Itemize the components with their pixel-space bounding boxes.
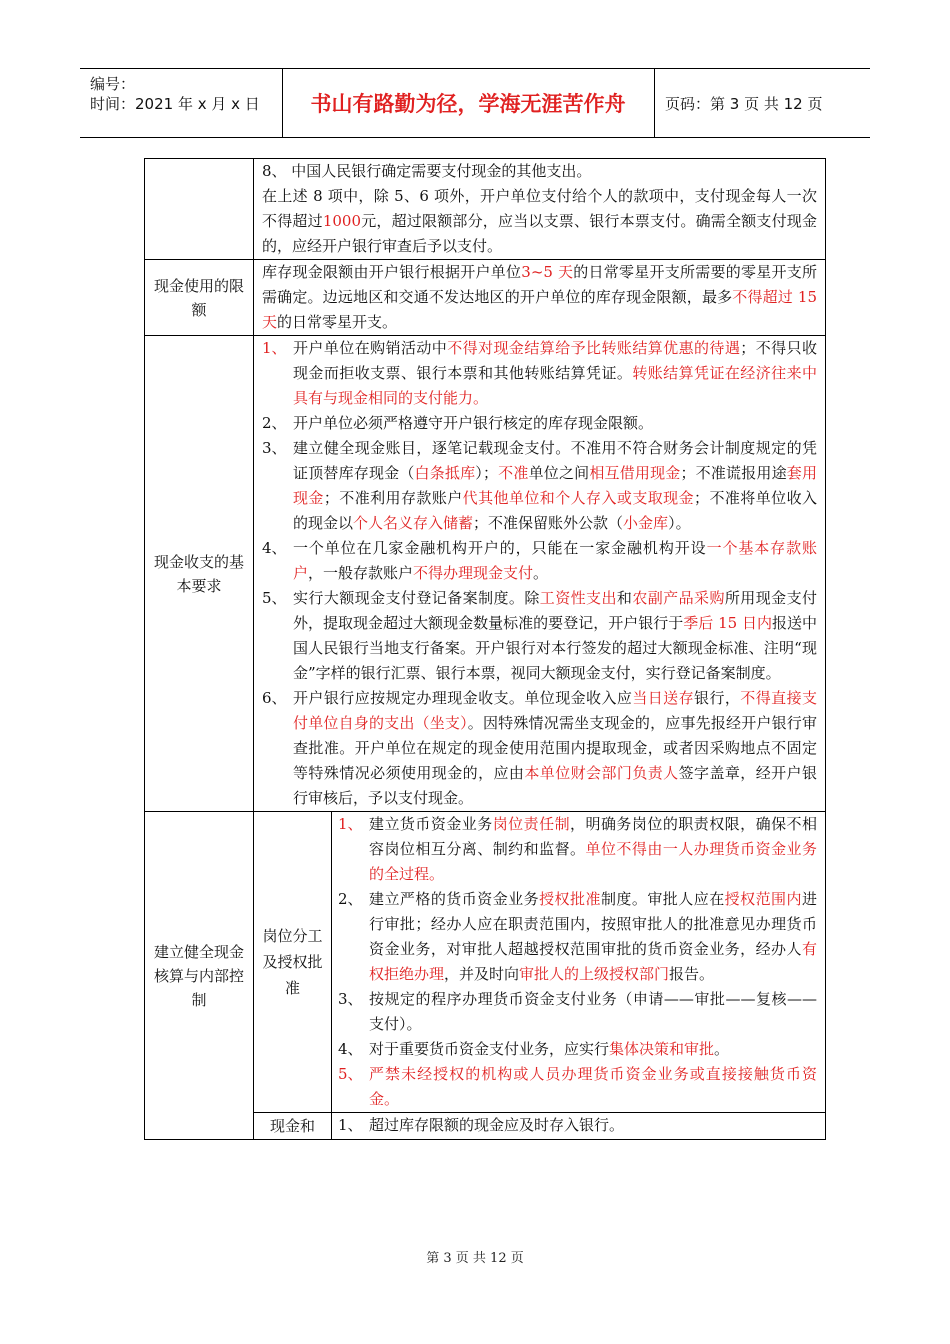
- row-label-basic: 现金收支的基本要求: [145, 336, 254, 812]
- number-label: 编号：: [90, 75, 136, 93]
- header-motto: 书山有路勤为径，学海无涯苦作舟: [282, 69, 655, 137]
- page-header: [80, 68, 870, 138]
- sub-label-authorization: 岗位分工及授权批准: [254, 812, 332, 1113]
- time-label: 时间：2021 年 x 月 x 日: [90, 95, 260, 113]
- basic-requirements: [254, 336, 826, 812]
- item-8: 8、 中国人民银行确定需要支付现金的其他支出。: [262, 162, 592, 180]
- empty-label-cell: [145, 159, 254, 260]
- authorization-items: [332, 812, 826, 1113]
- table-row-limit: [145, 260, 826, 336]
- header-meta: [80, 69, 283, 137]
- table-row-continuation: [145, 159, 826, 260]
- row-label-limit: 现金使用的限额: [145, 260, 254, 336]
- list-item: 6、 开户银行应按规定办理现金收支。单位现金收入应当日送存银行，不得直接支付单位自身的支出（坐支）。因特殊情况需坐支现金的，应事先报经开户银行审查批准。开户单位在规定的现金使用范围内提取现金，或者因采购地点不固定等特殊情况必须使用现金的，应由本单位财会部门负责人签字盖章，经开户银行审核后，予以支付现金。: [262, 689, 818, 807]
- list-item: 4、 对于重要货币资金支付业务，应实行集体决策和审批。: [338, 1040, 730, 1058]
- list-item: 1、 超过库存限额的现金应及时存入银行。: [338, 1116, 625, 1134]
- table-row-control: [145, 812, 826, 1113]
- list-item: 5、 实行大额现金支付登记备案制度。除工资性支出和农副产品采购所用现金支付外，提取现金超过大额现金数量标准的要登记，开户银行于季后 15 日内报送中国人民银行当地支行备案。开户银行对本行签发的超过大额现金标准、注明“现金”字样的银行汇票、银行本票，视同大额现金支付，实行登记备案制度。: [262, 589, 818, 682]
- limit-text: 库存现金限额由开户银行根据开户单位3~5 天的日常零星开支所需要的零星开支所需确定。边远地区和交通不发达地区的开户单位的库存现金限额，最多不得超过 15 天的日常零星开支。: [254, 260, 826, 336]
- cash-cap-paragraph: 在上述 8 项中，除 5、6 项外，开户单位支付给个人的款项中，支付现金每人一次不得超过1000元，超过限额部分，应当以支票、银行本票支付。确需全额支付现金的，应经开户银行审查后予以支付。: [262, 187, 818, 255]
- row-label-control: 建立健全现金核算与内部控制: [145, 812, 254, 1140]
- content-table: [144, 158, 826, 1140]
- page-footer: 第 3 页 共 12 页: [426, 1251, 524, 1266]
- list-item: 1、 建立货币资金业务岗位责任制，明确务岗位的职责权限，确保不相容岗位相互分离、制约和监督。单位不得由一人办理货币资金业务的全过程。: [338, 815, 817, 883]
- list-item: 2、 开户单位必须严格遵守开户银行核定的库存现金限额。: [262, 414, 654, 432]
- table-row-basic: [145, 336, 826, 812]
- list-item: 3、 按规定的程序办理货币资金支付业务（申请——审批——复核——支付）。: [338, 990, 818, 1033]
- list-item: 3、 建立健全现金账目，逐笔记载现金支付。不准用不符合财务会计制度规定的凭证顶替库存现金（白条抵库）；不准单位之间相互借用现金；不准谎报用途套用现金；不准利用存款账户代其他单位和个人存入或支取现金；不准将单位收入的现金以个人名义存入储蓄；不准保留账外公款（小金库）。: [262, 439, 818, 532]
- continuation-text: [254, 159, 826, 260]
- cash-items: [332, 1113, 826, 1140]
- header-page-info: 页码：第 3 页 共 12 页: [665, 94, 823, 113]
- list-item: 2、 建立严格的货币资金业务授权批准制度。审批人应在授权范围内进行审批；经办人应在职责范围内，按照审批人的批准意见办理货币资金业务，对审批人超越授权范围审批的货币资金业务，经办人有权拒绝办理，并及时向审批人的上级授权部门报告。: [338, 890, 818, 983]
- list-item: 5、 严禁未经授权的机构或人员办理货币资金业务或直接接触货币资金。: [338, 1065, 818, 1108]
- sub-label-cash: 现金和: [254, 1113, 332, 1140]
- list-item: 4、 一个单位在几家金融机构开户的，只能在一家金融机构开设一个基本存款账户，一般存款账户不得办理现金支付。: [262, 539, 817, 582]
- list-item: 1、 开户单位在购销活动中不得对现金结算给予比转账结算优惠的待遇；不得只收现金而拒收支票、银行本票和其他转账结算凭证。转账结算凭证在经济往来中具有与现金相同的支付能力。: [262, 339, 817, 407]
